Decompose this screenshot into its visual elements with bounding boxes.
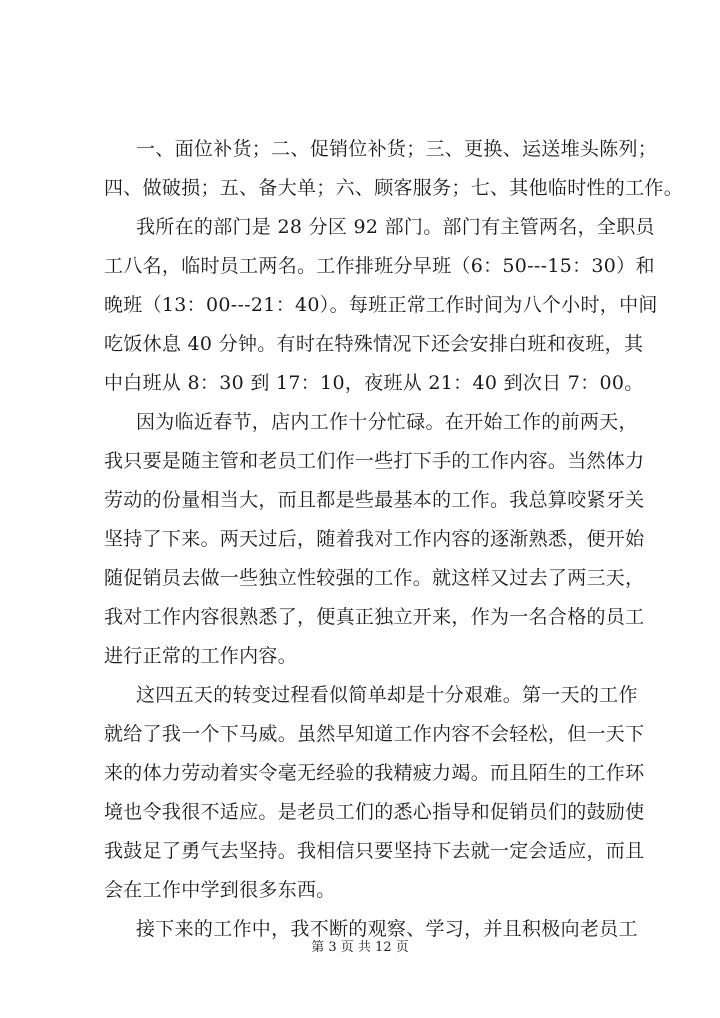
page-number-footer: 第 3 页 共 12 页 [311,940,409,955]
text-line: 吃饭休息 40 分钟。有时在特殊情况下还会安排白班和夜班，其 [104,333,644,355]
text-line: 四、做破损；五、备大单；六、顾客服务；七、其他临时性的工作。 [104,177,684,199]
text-line: 中白班从 8：30 到 17：10，夜班从 21：40 到次日 7：00。 [104,372,644,394]
text-line: 因为临近春节，店内工作十分忙碌。在开始工作的前两天， [136,411,638,433]
text-line: 坚持了下来。两天过后，随着我对工作内容的逐渐熟悉，便开始 [104,528,645,550]
text-line: 劳动的份量相当大，而且都是些最基本的工作。我总算咬紧牙关 [104,489,645,511]
text-line: 会在工作中学到很多东西。 [104,879,336,901]
text-line: 工八名，临时员工两名。工作排班分早班（6：50---15：30）和 [104,255,655,277]
text-line: 晚班（13：00---21：40）。每班正常工作时间为八个小时，中间 [104,294,658,316]
text-line: 就给了我一个下马威。虽然早知道工作内容不会轻松，但一天下 [104,723,645,745]
document-body [104,130,684,949]
text-line: 我对工作内容很熟悉了，便真正独立开来，作为一名合格的员工 [104,606,645,628]
text-line: 来的体力劳动着实令毫无经验的我精疲力竭。而且陌生的工作环 [104,762,645,784]
text-line: 一、面位补货；二、促销位补货；三、更换、运送堆头陈列； [136,138,658,160]
text-line: 我鼓足了勇气去坚持。我相信只要坚持下去就一定会适应，而且 [104,840,645,862]
text-line: 我所在的部门是 28 分区 92 部门。部门有主管两名，全职员 [136,216,655,238]
text-line: 随促销员去做一些独立性较强的工作。就这样又过去了两三天， [104,567,645,589]
text-line: 境也令我很不适应。是老员工们的悉心指导和促销员们的鼓励使 [104,801,645,823]
text-line: 这四五天的转变过程看似简单却是十分艰难。第一天的工作 [136,684,638,706]
text-line: 我只要是随主管和老员工们作一些打下手的工作内容。当然体力 [104,450,645,472]
text-line: 接下来的工作中，我不断的观察、学习，并且积极向老员工 [136,918,638,940]
text-line: 进行正常的工作内容。 [104,645,298,667]
